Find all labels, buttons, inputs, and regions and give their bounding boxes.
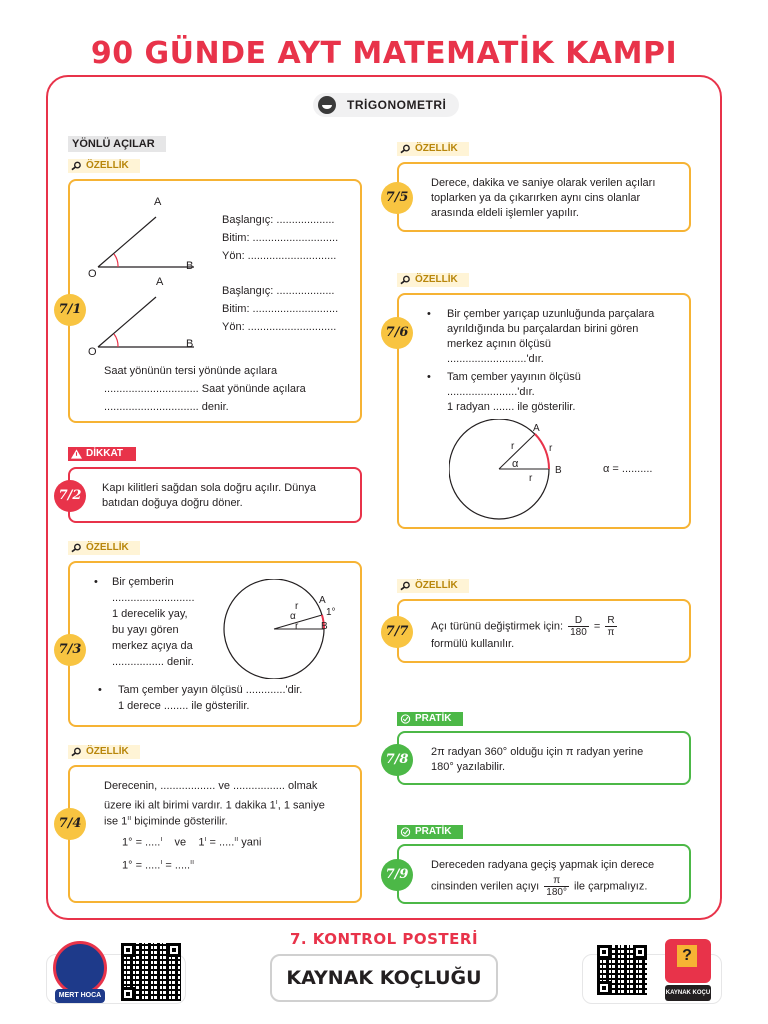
- qr-code-left[interactable]: [121, 943, 181, 1001]
- badge-7-9: 7/9: [381, 859, 413, 891]
- tag-ozellik-5: ÖZELLİK: [397, 142, 469, 156]
- magnifier-icon: [71, 543, 82, 553]
- magnifier-icon: [400, 275, 411, 285]
- magnifier-icon: [71, 161, 82, 171]
- tag-pratik-2: PRATİK: [397, 825, 463, 839]
- badge-7-8: 7/8: [381, 744, 413, 776]
- question-icon: ?: [677, 945, 697, 967]
- angle-diagrams: [84, 195, 214, 363]
- topic-icon: [318, 96, 336, 114]
- magnifier-icon: [71, 747, 82, 757]
- check-icon: [400, 714, 411, 724]
- poster-number: 7. KONTROL POSTERİ: [289, 930, 479, 948]
- kaynak-kocu-avatar: [665, 939, 711, 983]
- box-dakika-saniye: Derecenin, .................. ve ................. olmak üzere iki alt birimi vardır. 1 dakika $1^ı$, 1 saniye ise $1^{ıı}$ biçiminde gösterilir. 1° = .....$^ı$ ve $1^ı = .....^{ıı}$ yani 1° = .....$^ı$ = .....$^{ıı}$: [68, 765, 362, 903]
- magnifier-icon: [400, 581, 411, 591]
- tag-ozellik-1: ÖZELLİK: [68, 159, 140, 173]
- tag-ozellik-7: ÖZELLİK: [397, 579, 469, 593]
- box-pratik-pi: 2π radyan 360° olduğu için π radyan yerine 180° yazılabilir.: [397, 731, 691, 785]
- box-eldeli-islem: Derece, dakika ve saniye olarak verilen açıları toplarken ya da çıkarırken aynı cins olanlar arasında eldeli işlemler yapılır.: [397, 162, 691, 232]
- tag-ozellik-3: ÖZELLİK: [68, 541, 140, 555]
- tag-dikkat: DİKKAT: [68, 447, 136, 461]
- kaynak-kocu-logo: KAYNAK KOÇU: [665, 985, 711, 1001]
- box-donusum-formulu: Açı türünü değiştirmek için: $\frac{D}{180}$ = $\frac{R}{\pi}$ formülü kullanılır.: [397, 599, 691, 663]
- box-yonlu-acilar: A B O A B O Başlangıç: ................... Bitim: ............................ Yön: ............................. Başlangıç: ................... Bitim: ............................ Yön: ............................. Saat yönünün tersi yönünde açılara ............................... Saat yönünde açılara ............................... denir.: [68, 179, 362, 423]
- mert-hoca-logo: MERT HOCA: [55, 989, 105, 1003]
- tag-ozellik-4: ÖZELLİK: [68, 745, 140, 759]
- badge-7-5: 7/5: [381, 182, 413, 214]
- warning-icon: [71, 449, 82, 459]
- main-title: 90 GÜNDE AYT MATEMATİK KAMPI: [90, 36, 678, 71]
- badge-7-4: 7/4: [54, 808, 86, 840]
- topic-pill: [313, 93, 459, 117]
- badge-7-3: 7/3: [54, 634, 86, 666]
- badge-7-1: 7/1: [54, 294, 86, 326]
- brand-box: KAYNAK KOÇLUĞU: [270, 954, 498, 1002]
- magnifier-icon: [400, 144, 411, 154]
- badge-7-7: 7/7: [381, 616, 413, 648]
- footer-right-logos: [582, 947, 722, 1004]
- tag-pratik-1: PRATİK: [397, 712, 463, 726]
- section-label: YÖNLÜ AÇILAR: [68, 136, 166, 152]
- topic-title: TRİGONOMETRİ: [347, 98, 447, 112]
- box-dikkat: Kapı kilitleri sağdan sola doğru açılır. Dünya batıdan doğuya doğru döner.: [68, 467, 362, 523]
- footer-left-logos: [46, 954, 186, 1004]
- badge-7-2: 7/2: [54, 480, 86, 512]
- box-radyan: • Bir çember yarıçap uzunluğunda parçalara ayrıldığında bu parçalardan birini gören merkez açının ölçüsü ..........................'dır. • Tam çember yayının ölçüsü .......................'dır. 1 radyan ....... ile gösterilir. r r r α A B α = ..........: [397, 293, 691, 529]
- qr-code-right[interactable]: [597, 945, 647, 995]
- box-derece: • Bir çemberin ........................... 1 derecelik yay, bu yayı gören merkez açıya da ................. denir. r r α A B 1° • Tam çember yayın ölçüsü .............'dir. 1 derece ........ ile gösterilir.: [68, 561, 362, 727]
- box-pratik-derece-radyan: Dereceden radyana geçiş yapmak için derece cinsinden verilen açıyı $\frac{\pi}{180^\circ}$ ile çarpmalıyız.: [397, 844, 691, 904]
- tag-ozellik-6: ÖZELLİK: [397, 273, 469, 287]
- check-icon: [400, 827, 411, 837]
- badge-7-6: 7/6: [381, 317, 413, 349]
- mert-hoca-avatar: [53, 941, 107, 995]
- radian-circle: [449, 419, 569, 523]
